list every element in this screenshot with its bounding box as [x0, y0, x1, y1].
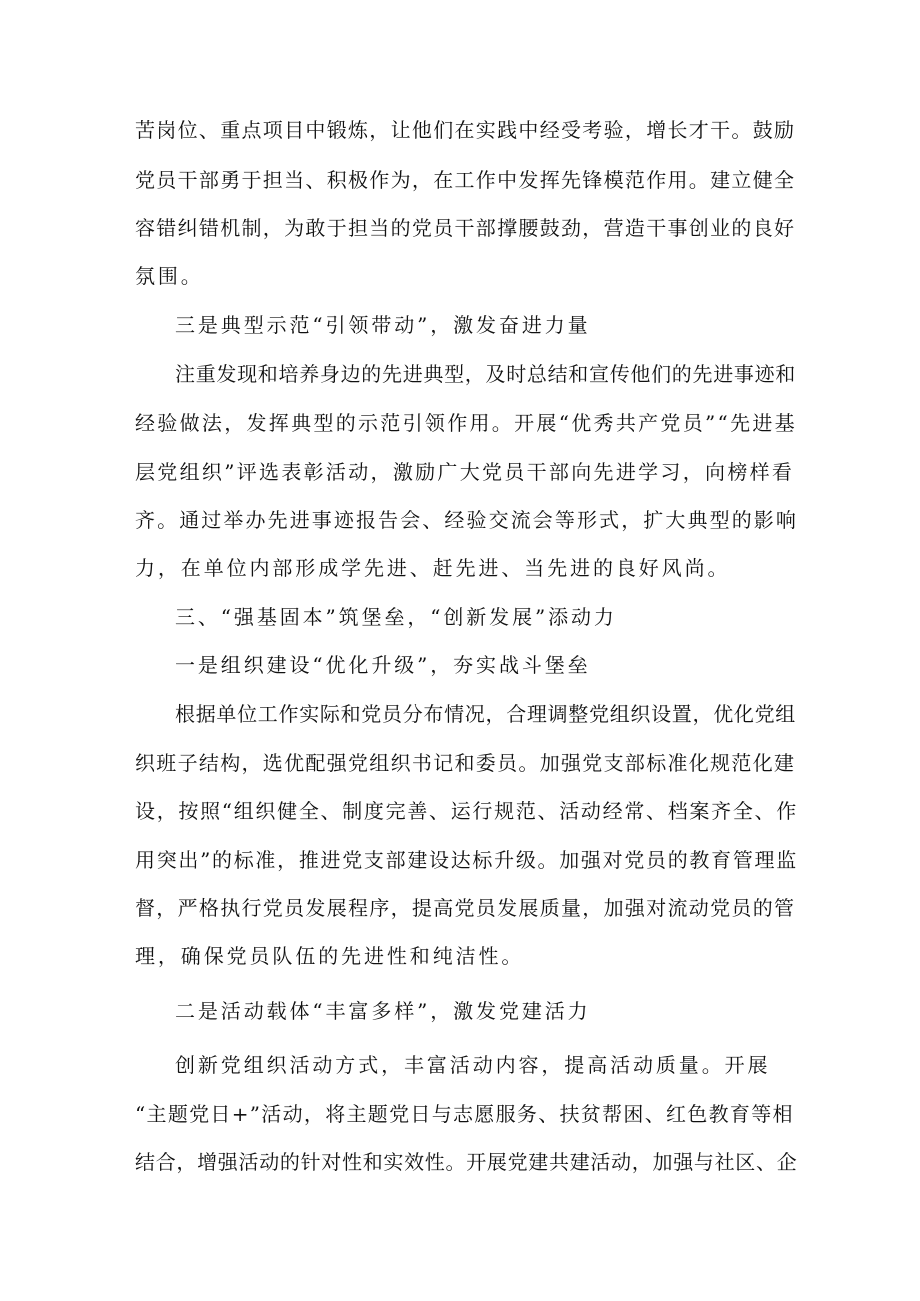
body-text-line: 齐。通过举办先进事迹报告会、经验交流会等形式，扩大典型的影响: [135, 508, 798, 532]
body-text-line: 设，按照“组织健全、制度完善、运行规范、活动经常、档案齐全、作: [135, 799, 798, 823]
body-text-line: 党员干部勇于担当、积极作为，在工作中发挥先锋模范作用。建立健全: [135, 168, 796, 192]
body-text-line: “主题党日+”活动，将主题党日与志愿服务、扶贫帮困、红色教育等相: [135, 1102, 794, 1126]
body-text-line: 注重发现和培养身边的先进典型，及时总结和宣传他们的先进事迹和: [175, 362, 796, 386]
body-text-line: 用突出”的标准，推进党支部建设达标升级。加强对党员的教育管理监: [135, 848, 798, 872]
body-text-line: 容错纠错机制，为敢于担当的党员干部撑腰鼓劲，营造干事创业的良好: [135, 216, 796, 240]
body-text-line: 织班子结构，选优配强党组织书记和委员。加强党支部标准化规范化建: [135, 751, 796, 775]
body-text-line: 根据单位工作实际和党员分布情况，合理调整党组织设置，优化党组: [175, 702, 796, 726]
body-text-line: 力，在单位内部形成学先进、赶先进、当先进的良好风尚。: [135, 556, 731, 580]
section-heading: 三、“强基固本”筑堡垒，“创新发展”添动力: [175, 605, 617, 629]
body-text-line: 创新党组织活动方式，丰富活动内容，提高活动质量。开展: [175, 1053, 771, 1077]
body-text-line: 经验做法，发挥典型的示范引领作用。开展“优秀共产党员”“先进基: [135, 411, 797, 435]
body-text-line: 层党组织”评选表彰活动，激励广大党员干部向先进学习，向榜样看: [135, 460, 795, 484]
section-heading: 二是活动载体“丰富多样”，激发党建活力: [175, 999, 591, 1023]
body-text-line: 理，确保党员队伍的先进性和纯洁性。: [135, 944, 525, 968]
body-text-line: 氛围。: [135, 264, 204, 288]
section-heading: 一是组织建设“优化升级”，夯实战斗堡垒: [175, 653, 591, 677]
body-text-line: 督，严格执行党员发展程序，提高党员发展质量，加强对流动党员的管: [135, 896, 796, 920]
body-text-line: 苦岗位、重点项目中锻炼，让他们在实践中经受考验，增长才干。鼓励: [135, 118, 796, 142]
body-text-line: 结合，增强活动的针对性和实效性。开展党建共建活动，加强与社区、企: [135, 1150, 798, 1174]
section-heading: 三是典型示范“引领带动”，激发奋进力量: [175, 313, 591, 337]
